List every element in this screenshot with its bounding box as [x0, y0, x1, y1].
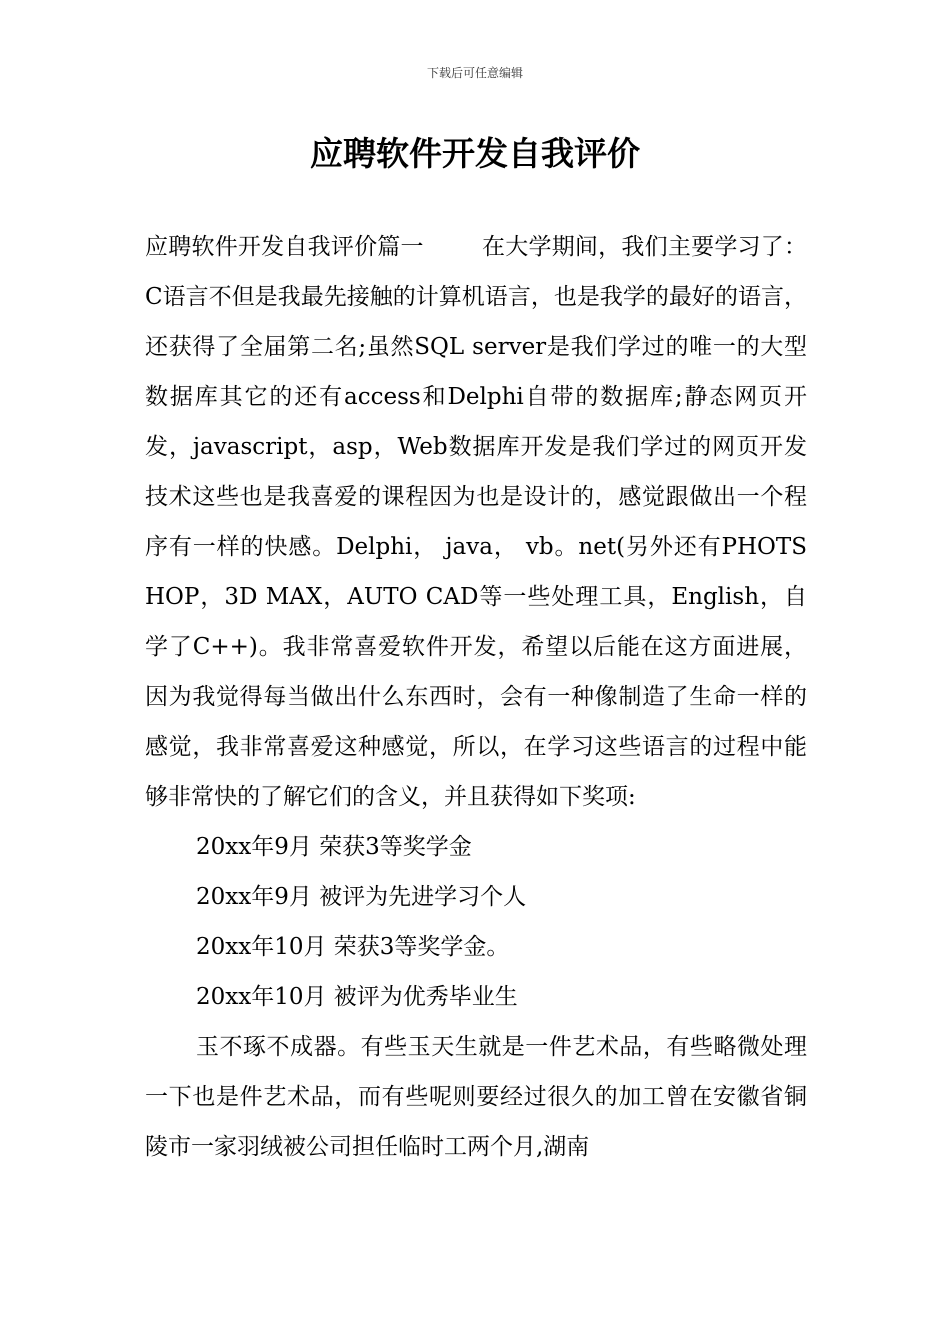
paragraph-intro: [145, 222, 807, 822]
award-item: 20xx年9月 荣获3等奖学金: [196, 834, 472, 860]
document-body: [145, 222, 807, 1172]
intro-heading: 应聘软件开发自我评价篇一: [145, 234, 424, 260]
paragraph-1-text: 在大学期间，我们主要学习了：C语言不但是我最先接触的计算机语言，也是我学的最好的语言，还获得了全届第二名;虽然SQL server是我们学过的唯一的大型数据库其它的还有access和Delphi自带的数据库;静态网页开发，javascript，asp，Web数据库开发是我们学过的网页开发技术这些也是我喜爱的课程因为也是设计的，感觉跟做出一个程序有一样的快感。Delphi， java， vb。net(另外还有PHOTSHOP，3D MAX，AUTO CAD等一些处理工具，English，自学了C++)。我非常喜爱软件开发，希望以后能在这方面进展，因为我觉得每当做出什么东西时，会有一种像制造了生命一样的感觉，我非常喜爱这种感觉，所以，在学习这些语言的过程中能够非常快的了解它们的含义，并且获得如下奖项:: [145, 234, 808, 810]
award-item: 20xx年10月 荣获3等奖学金。: [196, 934, 510, 960]
award-item: 20xx年10月 被评为优秀毕业生: [196, 984, 518, 1010]
document-title: 应聘软件开发自我评价: [310, 134, 640, 173]
header-note: 下载后可任意编辑: [426, 66, 523, 80]
paragraph-2: 玉不琢不成器。有些玉天生就是一件艺术品，有些略微处理一下也是件艺术品，而有些呢则要经过很久的加工曾在安徽省铜陵市一家羽绒被公司担任临时工两个月,湖南: [145, 1034, 807, 1160]
award-item: 20xx年9月 被评为先进学习个人: [196, 884, 527, 910]
